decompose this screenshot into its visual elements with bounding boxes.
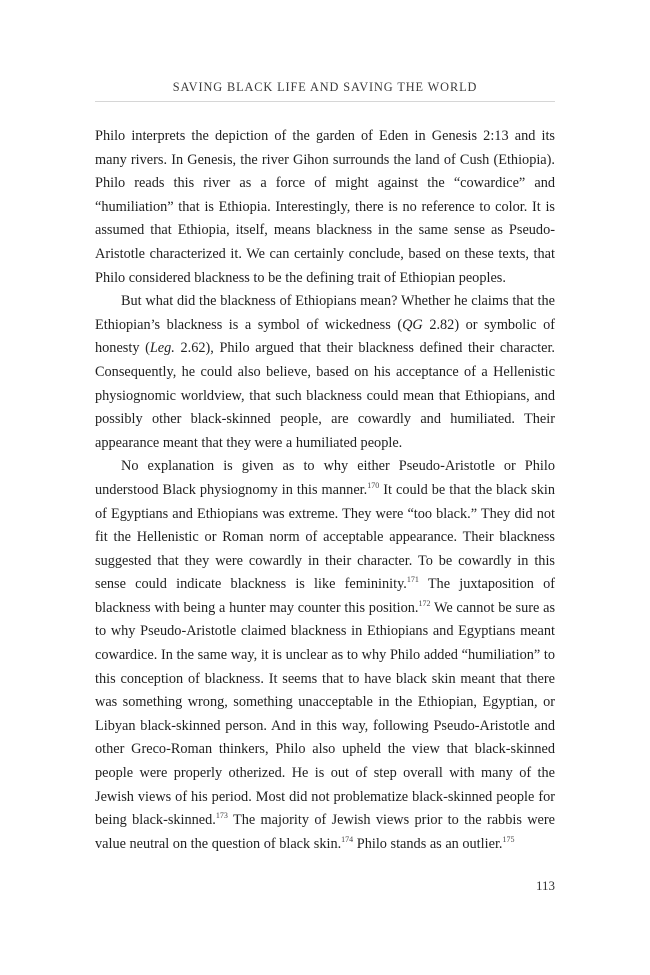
paragraph-3-text-3: The juxtaposition of blackness with being a hunter may counter this position. bbox=[95, 576, 555, 616]
footnote-ref-174[interactable]: 174 bbox=[341, 834, 354, 844]
footnote-ref-175[interactable]: 175 bbox=[502, 834, 515, 844]
header-rule bbox=[95, 101, 555, 102]
footnote-ref-172[interactable]: 172 bbox=[418, 598, 431, 608]
paragraph-2-text-1: But what did the blackness of Ethiopians mean? Whether he claims that the Ethiopian’s blackness is a symbol of wickedness ( bbox=[95, 293, 555, 333]
paragraph-3-text-5: The majority of Jewish views prior to the rabbis were value neutral on the question of black skin. bbox=[95, 812, 556, 852]
paragraph-3-text-1: No explanation is given as to why either Pseudo-Aristotle or Philo understood Black physiognomy in this manner. bbox=[95, 458, 555, 498]
running-header: SAVING BLACK LIFE AND SAVING THE WORLD bbox=[172, 80, 478, 94]
footnote-ref-173[interactable]: 173 bbox=[215, 811, 228, 821]
footnote-ref-171[interactable]: 171 bbox=[406, 575, 419, 585]
paragraph-3-text-6: Philo stands as an outlier. bbox=[353, 835, 503, 852]
footnote-ref-170[interactable]: 170 bbox=[367, 480, 380, 490]
paragraph-1 bbox=[95, 125, 555, 290]
paragraph-1-text: Philo interprets the depiction of the garden of Eden in Genesis 2:13 and its many rivers. In Genesis, the river Gihon surrounds the land of Cush (Ethiopia). Philo reads this river as a force of might against the “cowardice” and “humiliation” that is Ethiopia. Interestingly, there is no reference to color. It is assumed that Ethiopia, itself, means blackness in the same sense as Pseudo-Aristotle characterized it. We can certainly conclude, based on these texts, that Philo considered blackness to be the defining trait of Ethiopian peoples. bbox=[95, 128, 555, 286]
body-text bbox=[95, 125, 555, 856]
paragraph-2-text-3: 2.62), Philo argued that their blackness defined their character. Consequently, he could also believe, based on his acceptance of a Hellenistic physiognomic worldview, that such blackness could mean that Ethiopians, and possibly other black-skinned people, are cowardly and humiliated. Their appearance meant that they were a humiliated people. bbox=[95, 340, 555, 451]
paragraph-3 bbox=[95, 455, 555, 856]
page-number: 113 bbox=[535, 878, 555, 893]
paragraph-2-text-2: 2.82) or symbolic of honesty ( bbox=[95, 316, 555, 357]
paragraph-2 bbox=[95, 290, 555, 455]
citation-qg: QG bbox=[402, 316, 423, 333]
paragraph-3-text-2: It could be that the black skin of Egyptians and Ethiopians was extreme. They were “too black.” They did not fit the Hellenistic or Roman norm of acceptable appearance. Their blackness suggested that they were cowardly in their character. To be cowardly in this sense could indicate blackness is like femininity. bbox=[95, 481, 555, 593]
paragraph-3-text-4: We cannot be sure as to why Pseudo-Aristotle claimed blackness in Ethiopians and Egyptians meant cowardice. In the same way, it is unclear as to why Philo added “humiliation” to this conception of blackness. It seems that to have black skin meant that there was something wrong, something unacceptable in the Ethiopian, Egyptian, or Libyan black-skinned person. And in this way, following Pseudo-Aristotle and other Greco-Roman thinkers, Philo also upheld the view that black-skinned people were properly otherized. He is out of step overall with many of the Jewish views of his period. Most did not problematize black-skinned people for being black-skinned. bbox=[95, 599, 556, 829]
citation-leg: Leg. bbox=[149, 340, 175, 357]
